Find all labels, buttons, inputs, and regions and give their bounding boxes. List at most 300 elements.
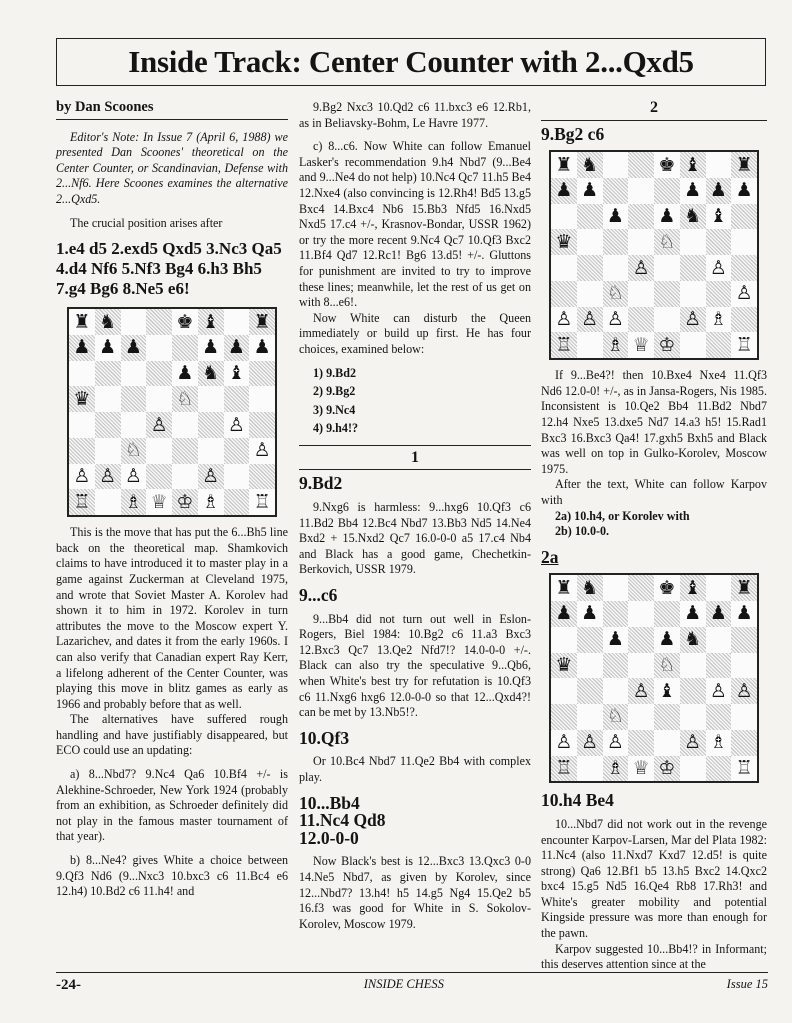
board-square (172, 412, 198, 438)
board-square (680, 756, 706, 782)
board-square (95, 438, 121, 464)
magazine-name: INSIDE CHESS (363, 977, 444, 991)
board-square (198, 438, 224, 464)
board-square (680, 730, 706, 756)
board-square (603, 627, 629, 653)
white-bishop-icon: ♗ (606, 334, 624, 356)
list-item: 3) 9.Nc4 (313, 402, 356, 417)
board-square (69, 438, 95, 464)
board-square (224, 438, 250, 464)
board-square (654, 255, 680, 281)
white-rook-icon: ♖ (555, 334, 573, 356)
board-square (146, 361, 172, 387)
board-square (249, 386, 275, 412)
black-bishop-icon: ♝ (658, 680, 676, 702)
board-square (628, 575, 654, 601)
board-square (172, 386, 198, 412)
black-pawn-icon: ♟ (735, 180, 753, 202)
white-pawn-icon: ♙ (150, 414, 168, 436)
board-square (654, 678, 680, 704)
board-square (249, 335, 275, 361)
board-square (654, 730, 680, 756)
black-knight-icon: ♞ (581, 577, 599, 599)
board-square (706, 178, 732, 204)
board-square (628, 204, 654, 230)
board-square (577, 601, 603, 627)
board-square (680, 178, 706, 204)
board-square (69, 335, 95, 361)
board-square (603, 730, 629, 756)
paragraph: The alternatives have suffered rough handling and have justifiably disappeared, but ECO could use an updating: (56, 712, 288, 758)
board-square (577, 756, 603, 782)
board-square (249, 438, 275, 464)
black-pawn-icon: ♟ (709, 603, 727, 625)
board-square (680, 281, 706, 307)
board-square (680, 204, 706, 230)
white-knight-icon: ♘ (176, 388, 194, 410)
board-square (603, 575, 629, 601)
black-rook-icon: ♜ (555, 154, 573, 176)
white-knight-icon: ♘ (658, 231, 676, 253)
white-pawn-icon: ♙ (581, 732, 599, 754)
white-pawn-icon: ♙ (684, 732, 702, 754)
board-square (95, 489, 121, 515)
board-square (69, 489, 95, 515)
board-square (680, 575, 706, 601)
board-square (706, 601, 732, 627)
white-bishop-icon: ♗ (709, 309, 727, 331)
board-square (249, 489, 275, 515)
board-square (603, 229, 629, 255)
black-queen-icon: ♛ (73, 388, 91, 410)
chess-board-h4 (549, 573, 759, 783)
white-pawn-icon: ♙ (99, 466, 117, 488)
paragraph: 10...Nbd7 did not work out in the revenge encounter Karpov-Larsen, Mar del Plata 1982: 11.Nc4 (also 11.Nxd7 Kxd7 12.d5! is quite strong) Qa6 12.Bf1 b5 13.h5 Bxc2 14.Qxc2 bxc4 15.g5 Nd5 16.Qe4 Rb8 17.Rh3! and White's greater mobility and potential Kingside pressure was more than enough for the pawn. (541, 816, 767, 941)
white-pawn-icon: ♙ (735, 680, 753, 702)
board-square (121, 438, 147, 464)
paragraph: 9.Nxg6 is harmless: 9...hxg6 10.Qf3 c6 11.Bd2 Bb4 12.Bc4 Nbd7 13.Bb3 Nd5 14.Ne4 Bxd2 + 15.Nxd2 Qc7 16.0-0-0 a5 17.c4 Nb4 and Black has a good game, Chechetkin-Berkovich, USSR 1979. (299, 500, 531, 577)
board-square (654, 653, 680, 679)
board-square (731, 204, 757, 230)
board-square (706, 575, 732, 601)
board-square (654, 229, 680, 255)
board-square (551, 601, 577, 627)
black-pawn-icon: ♟ (581, 603, 599, 625)
column-2 (299, 100, 531, 932)
white-pawn-icon: ♙ (632, 680, 650, 702)
board-square (146, 489, 172, 515)
list-item: 4) 9.h4!? (313, 421, 359, 436)
page-number: -24- (56, 977, 81, 993)
board-square (731, 730, 757, 756)
board-square (577, 704, 603, 730)
board-square (249, 464, 275, 490)
main-moves: 1.e4 d5 2.exd5 Qxd5 3.Nc3 Qa5 4.d4 Nf6 5.Nf3 Bg4 6.h3 Bh5 7.g4 Bg6 8.Ne5 e6! (56, 239, 282, 299)
board-square (551, 756, 577, 782)
black-knight-icon: ♞ (99, 311, 117, 333)
paragraph: Now White can disturb the Queen immediately or build up first. He has four choices, examined below: (299, 310, 531, 356)
board-square (551, 152, 577, 178)
paragraph: If 9...Be4?! then 10.Bxe4 Nxe4 11.Qf3 Nd6 12.0-0! +/-, as in Jansa-Rogers, Nis 1985. Inconsistent is 10.Qe2 Bb4 11.Bd2 Nbd7 12.h4 Nxe5 13.dxe5 Nd7 14.a3 h5! 15.Rad1 Bxc3 16.Bxc3 Qa4! 17.gxh5 Bxh5 and Black was well on top in Gulko-Korolev, Moscow 1975. (541, 368, 767, 476)
board-square (121, 361, 147, 387)
black-pawn-icon: ♟ (684, 603, 702, 625)
board-square (603, 204, 629, 230)
black-pawn-icon: ♟ (73, 337, 91, 359)
board-square (551, 281, 577, 307)
board-square (628, 704, 654, 730)
white-pawn-icon: ♙ (555, 732, 573, 754)
section-number: 1 (299, 445, 531, 466)
board-square (577, 152, 603, 178)
black-pawn-icon: ♟ (253, 337, 271, 359)
board-square (680, 255, 706, 281)
white-pawn-icon: ♙ (709, 257, 727, 279)
black-pawn-icon: ♟ (227, 337, 245, 359)
white-pawn-icon: ♙ (735, 283, 753, 305)
white-pawn-icon: ♙ (124, 466, 142, 488)
board-square (603, 704, 629, 730)
board-square (224, 489, 250, 515)
black-queen-icon: ♛ (555, 231, 573, 253)
board-square (198, 386, 224, 412)
board-square (551, 255, 577, 281)
black-pawn-icon: ♟ (735, 603, 753, 625)
board-square (731, 281, 757, 307)
black-pawn-icon: ♟ (555, 180, 573, 202)
black-knight-icon: ♞ (202, 363, 220, 385)
board-square (198, 335, 224, 361)
section-heading: 10...Bb4 (299, 792, 360, 813)
board-square (121, 464, 147, 490)
black-pawn-icon: ♟ (555, 603, 573, 625)
board-square (628, 281, 654, 307)
black-rook-icon: ♜ (253, 311, 271, 333)
section-heading: 10.Qf3 (299, 727, 350, 748)
black-king-icon: ♚ (176, 311, 194, 333)
board-square (577, 332, 603, 358)
white-pawn-icon: ♙ (606, 732, 624, 754)
board-square (249, 309, 275, 335)
board-square (628, 332, 654, 358)
paragraph: Now Black's best is 12...Bxc3 13.Qxc3 0-0 14.Ne5 Nbd7, as given by Korolev, since 12...Nbd7? 13.h4! h5 14.g5 Ng4 15.Qe2 b5 16.f3 was good for White in S. Sokolov-Korolev, Moscow 1979. (299, 854, 531, 931)
board-square (249, 361, 275, 387)
board-square (680, 601, 706, 627)
board-square (577, 255, 603, 281)
board-square (198, 489, 224, 515)
board-square (731, 704, 757, 730)
chess-board-bg2 (549, 150, 759, 360)
white-rook-icon: ♖ (735, 757, 753, 779)
board-square (551, 678, 577, 704)
board-square (731, 152, 757, 178)
board-square (706, 332, 732, 358)
board-square (680, 152, 706, 178)
column-3 (541, 100, 767, 973)
white-pawn-icon: ♙ (227, 414, 245, 436)
board-square (95, 335, 121, 361)
board-square (680, 678, 706, 704)
black-king-icon: ♚ (658, 577, 676, 599)
board-square (603, 178, 629, 204)
list-item: 2) 9.Bg2 (313, 384, 356, 399)
white-knight-icon: ♘ (606, 706, 624, 728)
option-line: 2a) 10.h4, or Korolev with (555, 508, 690, 523)
board-square (603, 255, 629, 281)
white-pawn-icon: ♙ (684, 309, 702, 331)
board-square (654, 332, 680, 358)
paragraph: 9.Bg2 Nxc3 10.Qd2 c6 11.bxc3 e6 12.Rb1, as in Beliavsky-Bohm, Le Havre 1977. (299, 100, 531, 130)
board-square (69, 361, 95, 387)
board-square (95, 361, 121, 387)
paragraph: a) 8...Nbd7? 9.Nc4 Qa6 10.Bf4 +/- is Alekhine-Schroeder, New York 1924 (probably from an exhibition, as Schroeder definitely did not play in the famous master tournament of that year). (56, 767, 288, 844)
white-knight-icon: ♘ (124, 440, 142, 462)
board-square (172, 464, 198, 490)
editor-note: Editor's Note: In Issue 7 (April 6, 1988) we presented Dan Scoones' theoretical on the Center Counter, or Scandinavian, Defense with 2...Nf6. Here Scoones examines the alternative 2...Qxd5. (56, 129, 288, 206)
white-pawn-icon: ♙ (709, 680, 727, 702)
board-square (654, 601, 680, 627)
board-square (603, 152, 629, 178)
board-square (731, 601, 757, 627)
board-square (628, 255, 654, 281)
board-square (95, 309, 121, 335)
board-square (603, 601, 629, 627)
white-rook-icon: ♖ (73, 491, 91, 513)
white-bishop-icon: ♗ (124, 491, 142, 513)
board-square (146, 309, 172, 335)
board-square (198, 361, 224, 387)
board-square (731, 229, 757, 255)
section-heading: 12.0-0-0 (299, 827, 359, 848)
white-queen-icon: ♕ (150, 491, 168, 513)
board-square (628, 730, 654, 756)
black-pawn-icon: ♟ (202, 337, 220, 359)
white-bishop-icon: ♗ (606, 757, 624, 779)
board-square (198, 412, 224, 438)
page-footer (56, 972, 768, 994)
board-square (603, 678, 629, 704)
black-bishop-icon: ♝ (684, 154, 702, 176)
board-square (680, 307, 706, 333)
board-square (706, 704, 732, 730)
board-square (224, 412, 250, 438)
board-square (654, 756, 680, 782)
board-square (628, 178, 654, 204)
white-pawn-icon: ♙ (632, 257, 650, 279)
white-queen-icon: ♕ (632, 757, 650, 779)
white-pawn-icon: ♙ (202, 466, 220, 488)
black-pawn-icon: ♟ (658, 629, 676, 651)
board-square (603, 281, 629, 307)
board-square (172, 335, 198, 361)
board-square (654, 627, 680, 653)
board-square (706, 678, 732, 704)
board-square (603, 653, 629, 679)
board-square (146, 386, 172, 412)
board-square (551, 627, 577, 653)
board-square (551, 332, 577, 358)
board-square (628, 678, 654, 704)
board-square (628, 229, 654, 255)
board-square (224, 335, 250, 361)
board-square (731, 627, 757, 653)
white-rook-icon: ♖ (253, 491, 271, 513)
page-title: Inside Track: Center Counter with 2...Qxd5 (56, 38, 766, 86)
board-square (706, 756, 732, 782)
section-heading: 9.Bg2 c6 (541, 120, 767, 143)
paragraph: 9...Bb4 did not turn out well in Eslon-Rogers, Biel 1984: 10.Bg2 c6 11.a3 Bxc3 12.Bxc3 Qc7 13.Qe2 Nfd7!? 14.0-0-0 +/-. Black can also try the speculative 9...Qb6, when White's best try for refutation is 10.Qf3 c6 11.Nxg6 hxg6 12.0-0-0 so that 12...Qxd4?! can be met by 13.Nb5!?. (299, 611, 531, 720)
board-square (654, 575, 680, 601)
board-square (654, 152, 680, 178)
board-square (577, 307, 603, 333)
board-square (680, 332, 706, 358)
board-square (654, 204, 680, 230)
board-square (551, 204, 577, 230)
board-square (603, 756, 629, 782)
board-square (577, 730, 603, 756)
board-square (224, 309, 250, 335)
board-square (121, 386, 147, 412)
black-pawn-icon: ♟ (606, 206, 624, 228)
chess-board-main (67, 307, 277, 517)
board-square (577, 627, 603, 653)
option-line: 2b) 10.0-0. (555, 524, 610, 539)
board-square (731, 307, 757, 333)
black-bishop-icon: ♝ (684, 577, 702, 599)
board-square (69, 412, 95, 438)
board-square (577, 204, 603, 230)
black-bishop-icon: ♝ (709, 206, 727, 228)
board-square (706, 730, 732, 756)
board-square (731, 678, 757, 704)
white-knight-icon: ♘ (606, 283, 624, 305)
white-pawn-icon: ♙ (73, 466, 91, 488)
section-heading: 9...c6 (299, 585, 338, 606)
board-square (628, 627, 654, 653)
white-pawn-icon: ♙ (253, 440, 271, 462)
white-pawn-icon: ♙ (581, 309, 599, 331)
board-square (706, 307, 732, 333)
black-pawn-icon: ♟ (606, 629, 624, 651)
board-square (654, 307, 680, 333)
board-square (654, 178, 680, 204)
black-pawn-icon: ♟ (581, 180, 599, 202)
paragraph: After the text, White can follow Karpov with (541, 477, 767, 507)
board-square (551, 178, 577, 204)
board-square (654, 281, 680, 307)
black-pawn-icon: ♟ (124, 337, 142, 359)
board-square (706, 152, 732, 178)
board-square (121, 309, 147, 335)
choices-list (299, 366, 531, 437)
board-square (628, 601, 654, 627)
board-square (95, 464, 121, 490)
white-king-icon: ♔ (176, 491, 194, 513)
board-square (551, 229, 577, 255)
paragraph: This is the move that has put the 6...Bh5 line back on the theoretical map. Shamkovich claims to have introduced it to master play in a game against Zuckerman at Cleveland 1975, and wrote that Soviet Master A. Korolev had shown it to him in 1972. Korolev in turn attributes the move to the Moscow expert Y. Lazarichev, and dates it from the early 1960s. I can also verify that Canadian expert Ray Kerr, a lifelong adherent of the Center Counter, was playing this move in blitz games as early as 1966 and probably before that as well. (56, 525, 288, 711)
black-pawn-icon: ♟ (658, 206, 676, 228)
board-square (731, 756, 757, 782)
black-bishop-icon: ♝ (202, 311, 220, 333)
board-square (172, 309, 198, 335)
board-square (577, 653, 603, 679)
board-square (628, 653, 654, 679)
board-square (95, 412, 121, 438)
board-square (95, 386, 121, 412)
board-square (121, 489, 147, 515)
white-rook-icon: ♖ (555, 757, 573, 779)
board-square (680, 704, 706, 730)
board-square (731, 653, 757, 679)
board-square (224, 464, 250, 490)
list-item: 1) 9.Bd2 (313, 365, 357, 380)
board-square (680, 229, 706, 255)
board-square (121, 335, 147, 361)
board-square (731, 255, 757, 281)
board-square (706, 281, 732, 307)
black-queen-icon: ♛ (555, 654, 573, 676)
paragraph: c) 8...c6. Now White can follow Emanuel Lasker's recommendation 9.h4 Nbd7 (9...Be4 and 9...Ne4 do not help) 10.Nc4 Qc7 11.h5 Be4 12.Nxe4 (also convincing is 12.Rh4! Bd5 13.g5 Bxc4 14.Bxc4 Nb6 15.Bb3 Nfd5 16.Nxd5 Nxd5 17.c4 +/-, Krasnov-Bondar, USSR 1962) or try the more recent 9.Nc4 Qc7 10.Qf3 Bxc2 11.Bf4 Qd7 12.Rc1! Bg6 13.d5! +/-. Gluttons for punishment are invited to try to improve these lines; meanwhile, let the rest of us get on with 8...e6!. (299, 139, 531, 310)
column-1 (56, 100, 288, 900)
paragraph: Or 10.Bc4 Nbd7 11.Qe2 Bb4 with complex play. (299, 754, 531, 784)
black-pawn-icon: ♟ (176, 363, 194, 385)
white-king-icon: ♔ (658, 757, 676, 779)
board-square (706, 204, 732, 230)
black-knight-icon: ♞ (581, 154, 599, 176)
board-square (654, 704, 680, 730)
white-bishop-icon: ♗ (202, 491, 220, 513)
black-pawn-icon: ♟ (684, 180, 702, 202)
section-heading: 2a (541, 546, 559, 567)
board-square (146, 412, 172, 438)
board-square (577, 678, 603, 704)
board-square (551, 575, 577, 601)
board-square (628, 756, 654, 782)
board-square (577, 178, 603, 204)
board-square (69, 464, 95, 490)
board-square (121, 412, 147, 438)
board-square (224, 361, 250, 387)
board-square (146, 438, 172, 464)
section-number: 2 (650, 99, 658, 116)
board-square (551, 730, 577, 756)
board-square (69, 309, 95, 335)
board-square (551, 704, 577, 730)
black-king-icon: ♚ (658, 154, 676, 176)
white-bishop-icon: ♗ (709, 732, 727, 754)
board-square (603, 332, 629, 358)
paragraph: b) 8...Ne4? gives White a choice between 9.Qf3 Nd6 (9...Nxc3 10.bxc3 c6 11.Bc4 e6 12.h4) 10.Bd2 c6 11.h4! and (56, 853, 288, 899)
board-square (577, 229, 603, 255)
board-square (603, 307, 629, 333)
black-pawn-icon: ♟ (99, 337, 117, 359)
white-knight-icon: ♘ (658, 654, 676, 676)
board-square (628, 152, 654, 178)
board-square (198, 309, 224, 335)
white-queen-icon: ♕ (632, 334, 650, 356)
board-square (731, 178, 757, 204)
section-heading: 9.Bd2 (299, 469, 531, 492)
board-square (706, 229, 732, 255)
board-square (680, 627, 706, 653)
white-rook-icon: ♖ (735, 334, 753, 356)
board-square (706, 627, 732, 653)
board-square (551, 307, 577, 333)
board-square (551, 653, 577, 679)
black-rook-icon: ♜ (555, 577, 573, 599)
board-square (172, 489, 198, 515)
board-square (577, 281, 603, 307)
crucial-line: The crucial position arises after (70, 215, 223, 230)
